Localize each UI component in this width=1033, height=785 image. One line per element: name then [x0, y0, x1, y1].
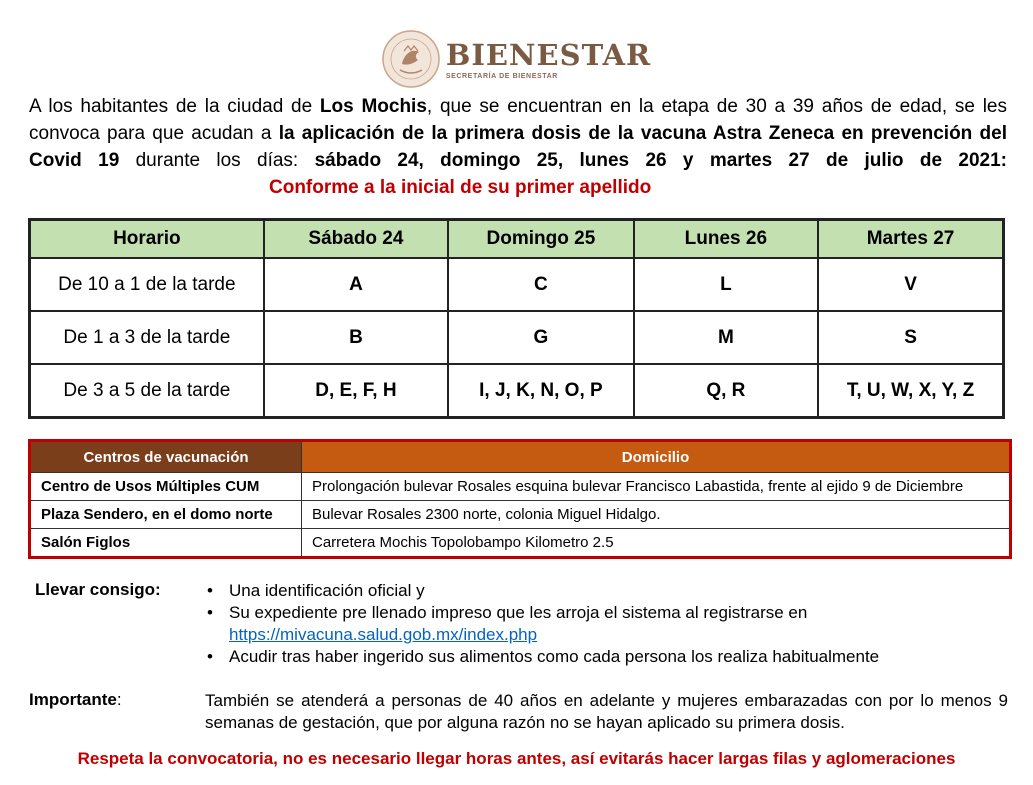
important-text: También se atenderá a personas de 40 años en adelante y mujeres embarazadas con por lo menos 9 semanas de gestación, que por alguna razón no se hayan aplicado su primera dosis. — [205, 691, 1008, 732]
center-address: Carretera Mochis Topolobampo Kilometro 2.5 — [302, 529, 1011, 558]
list-item — [205, 580, 1005, 602]
important-colon: : — [116, 690, 122, 709]
schedule-header: Martes 27 — [818, 220, 1003, 259]
schedule-cell: A — [264, 258, 448, 311]
center-address: Bulevar Rosales 2300 norte, colonia Miguel Hidalgo. — [302, 501, 1011, 529]
schedule-cell: G — [448, 311, 634, 364]
table-row — [30, 311, 1004, 364]
schedule-time: De 10 a 1 de la tarde — [30, 258, 264, 311]
schedule-time: De 3 a 5 de la tarde — [30, 364, 264, 418]
brand-name: BIENESTAR — [445, 37, 652, 72]
intro-dates: sábado 24, domingo 25, lunes 26 y martes 27 de julio de 2021: — [314, 150, 1007, 171]
table-row — [30, 529, 1011, 558]
centers-header: Centros de vacunación — [30, 441, 302, 473]
center-name: Centro de Usos Múltiples CUM — [30, 473, 302, 501]
schedule-cell: V — [818, 258, 1003, 311]
list-item — [205, 602, 1005, 646]
schedule-cell: I, J, K, N, O, P — [448, 364, 634, 418]
table-row — [30, 473, 1011, 501]
intro-text-3: durante los días: — [119, 150, 315, 171]
intro-text-2: , que se encuentran en la etapa de 30 a 39 años de edad, se les convoca para que acudan a — [29, 96, 1007, 144]
schedule-cell: D, E, F, H — [264, 364, 448, 418]
intro-paragraph — [29, 93, 1007, 201]
center-name: Salón Figlos — [30, 529, 302, 558]
carry-item-text: Acudir tras haber ingerido sus alimentos como cada persona los realiza habitualmente — [229, 647, 880, 666]
schedule-subheading: Conforme a la inicial de su primer apellido — [269, 177, 652, 198]
important-label-text: Importante — [29, 690, 117, 709]
table-row — [30, 258, 1004, 311]
schedule-header: Domingo 25 — [448, 220, 634, 259]
schedule-time: De 1 a 3 de la tarde — [30, 311, 264, 364]
bienestar-logo — [0, 30, 1033, 88]
center-name: Plaza Sendero, en el domo norte — [30, 501, 302, 529]
important-label — [29, 690, 122, 710]
carry-label: Llevar consigo: — [35, 580, 161, 599]
mexican-seal-icon — [382, 30, 440, 88]
schedule-cell: S — [818, 311, 1003, 364]
schedule-header: Lunes 26 — [634, 220, 818, 259]
schedule-cell: T, U, W, X, Y, Z — [818, 364, 1003, 418]
schedule-header: Horario — [30, 220, 264, 259]
intro-city: Los Mochis — [319, 96, 427, 117]
footer-notice: Respeta la convocatoria, no es necesario llegar horas antes, así evitarás hacer largas filas y aglomeraciones — [77, 749, 956, 768]
schedule-cell: Q, R — [634, 364, 818, 418]
schedule-cell: M — [634, 311, 818, 364]
schedule-cell: C — [448, 258, 634, 311]
list-item — [205, 646, 1005, 668]
center-address: Prolongación bulevar Rosales esquina bulevar Francisco Labastida, frente al ejido 9 de Diciembre — [302, 473, 1011, 501]
schedule-table — [28, 218, 1005, 419]
table-row — [30, 501, 1011, 529]
schedule-header-row — [30, 220, 1004, 259]
address-header: Domicilio — [302, 441, 1011, 473]
carry-list — [205, 580, 1005, 668]
table-row — [30, 364, 1004, 418]
brand-subtitle: SECRETARÍA DE BIENESTAR — [445, 72, 558, 80]
carry-item-text: Una identificación oficial y — [229, 581, 425, 600]
intro-text-1: A los habitantes de la ciudad de — [29, 96, 320, 117]
schedule-header: Sábado 24 — [264, 220, 448, 259]
registration-link[interactable]: https://mivacuna.salud.gob.mx/index.php — [229, 625, 538, 644]
centers-header-row — [30, 441, 1011, 473]
intro-vaccine: la aplicación de la primera dosis de la vacuna Astra Zeneca en prevención del Covid 19 — [29, 123, 1007, 171]
schedule-cell: B — [264, 311, 448, 364]
carry-item-text: Su expediente pre llenado impreso que les arroja el sistema al registrarse en — [229, 603, 808, 622]
vaccination-centers-table — [28, 439, 1012, 559]
schedule-cell: L — [634, 258, 818, 311]
